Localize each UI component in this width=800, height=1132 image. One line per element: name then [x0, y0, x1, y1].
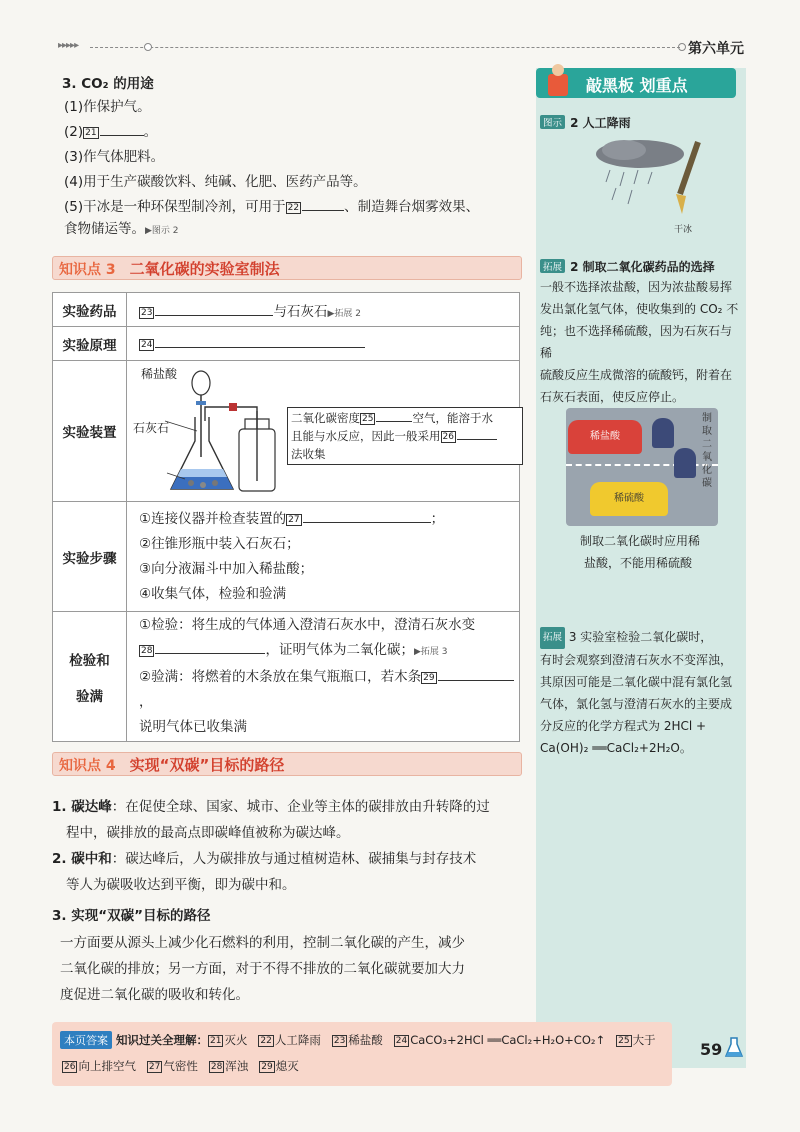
- police-figure: [674, 448, 696, 478]
- sign-text: 制取二氧化碳: [702, 413, 712, 489]
- page-number: 59: [700, 1040, 723, 1059]
- fill-blank: [302, 210, 344, 211]
- car-hydrochloric: 稀盐酸: [568, 420, 642, 454]
- fill-blank: [155, 315, 273, 316]
- kp3-title: 二氧化碳的实验室制法: [129, 260, 280, 278]
- kp4-title: 实现“双碳”目标的路径: [129, 756, 285, 774]
- header-arrows: ▸▸▸▸▸: [58, 40, 79, 51]
- header-dot: [144, 43, 152, 51]
- experiment-table: [52, 292, 520, 742]
- carbon-peak: 1. 碳达峰：在促使全球、国家、城市、企业等主体的碳排放由升转降的过 程中，碳排放的最高点即碳峰值被称为碳达峰。: [52, 799, 490, 841]
- fill-blank: [438, 680, 514, 681]
- use-3: (3)作气体肥料。: [64, 149, 165, 165]
- fill-blank: [155, 347, 365, 348]
- answer-tag: 本页答案: [60, 1031, 112, 1049]
- row-apparatus: [127, 361, 520, 502]
- carbon-path-heading: 3. 实现“双碳”目标的路径: [52, 908, 211, 924]
- label-acid: 稀盐酸: [141, 367, 178, 381]
- uses-heading: 3. CO₂ 的用途: [62, 76, 154, 92]
- row-label: 实验原理: [53, 327, 127, 361]
- blank-number: 22: [287, 203, 300, 213]
- row-label: 实验步骤: [53, 502, 127, 612]
- flask-icon: [724, 1036, 744, 1060]
- row-label: 实验装置: [53, 361, 127, 502]
- kp3-bar: [52, 256, 522, 280]
- rain-illustration: [590, 134, 710, 234]
- ext2-heading: 拓展 2 制取二氧化碳药品的选择: [540, 256, 715, 275]
- fill-blank: [155, 653, 265, 654]
- row-reagents: 23 与石灰石▶拓展 2: [127, 293, 520, 327]
- fig-tag: 图示: [540, 115, 565, 129]
- row-steps: ①连接仪器并检查装置的 27 ； ②往锥形瓶中装入石灰石； ③向分液漏斗中加入稀盐酸； ④收集气体，检验和验满: [127, 502, 520, 612]
- row-principle: 24: [127, 327, 520, 361]
- kp4-bar: [52, 752, 522, 776]
- ext3-text: 拓展 3 实验室检验二氧化碳时， 有时会观察到澄清石灰水不变浑浊， 其原因可能是二氧化碳中混有氯化氢 气体，氯化氢与澄清石灰水的主要成 分反应的化学方程式为 2HCl + Ca(OH)₂ ══CaCl₂+2H₂O。: [540, 626, 740, 759]
- row-check: ①检验：将生成的气体通入澄清石灰水中，澄清石灰水变 28 ，证明气体为二氧化碳；▶拓展 3 ②验满：将燃着的木条放在集气瓶瓶口，若木条 29， 说明气体已收集满: [127, 612, 520, 742]
- answers-line2: 26 向上排空气 27 气密性 28 浑浊 29 熄灭: [64, 1059, 299, 1073]
- car-sulfuric: 稀硫酸: [590, 482, 668, 516]
- blank-number: 21: [85, 128, 97, 138]
- header-dashed-line: [90, 47, 680, 48]
- kp4-label: 知识点 4: [59, 758, 116, 774]
- row-label: 检验和 验满: [53, 612, 127, 742]
- dry-ice-label: 干冰: [674, 225, 693, 234]
- kp3-label: 知识点 3: [59, 262, 116, 278]
- header-dot-right: [678, 43, 686, 51]
- collection-note-box: 二氧化碳密度 25 空气，能溶于水 且能与水反应，因此一般采用 26 法收集: [287, 407, 523, 465]
- car-illustration: [566, 408, 718, 526]
- answers-line1: 知识过关全理解： 21 灭火 22 人工降雨 23 稀盐酸 24 CaCO₃+2HCl ══CaCl₂+H₂O+CO₂↑ 25 大于: [116, 1033, 656, 1047]
- police-figure: [652, 418, 674, 448]
- fig2-heading: 图示 2 人工降雨: [540, 112, 631, 131]
- fill-blank: [100, 135, 144, 136]
- fill-blank: [303, 522, 431, 523]
- carbon-path-text: 一方面要从源头上减少化石燃料的利用，控制二氧化碳的产生，减少 二氧化碳的排放；另一方面，对于不得不排放的二氧化碳就要加大力 度促进二氧化碳的吸收和转化。: [60, 935, 465, 1003]
- use-5: (5)干冰是一种环保型制冷剂，可用于 22 、制造舞台烟雾效果、: [64, 199, 480, 215]
- carbon-neutral: 2. 碳中和：碳达峰后，人为碳排放与通过植树造林、碳捕集与封存技术 等人为碳吸收达到平衡，即为碳中和。: [52, 851, 477, 893]
- label-limestone: 石灰石: [133, 421, 170, 435]
- use-1: (1)作保护气。: [64, 99, 151, 115]
- side-title: 敲黑板 划重点: [536, 68, 736, 98]
- row-label: 实验药品: [53, 293, 127, 327]
- ext2-text: 一般不选择浓盐酸，因为浓盐酸易挥 发出氯化氢气体，使收集到的 CO₂ 不 纯；也不选择稀硫酸，因为石灰石与稀 硫酸反应生成微溶的硫酸钙，附着在 石灰石表面，使反应停止。: [540, 280, 739, 404]
- unit-title: 第六单元: [688, 41, 744, 57]
- figure-ref: ▶图示 2: [145, 226, 179, 236]
- car-caption: 制取二氧化碳时应用稀 盐酸，不能用稀硫酸: [580, 534, 701, 570]
- use-2: (2) 21 。: [64, 124, 158, 140]
- teacher-icon: [544, 62, 574, 98]
- use-4: (4)用于生产碳酸饮料、纯碱、化肥、医药产品等。: [64, 174, 367, 190]
- use-5-line2: 食物储运等。▶图示 2: [64, 221, 179, 237]
